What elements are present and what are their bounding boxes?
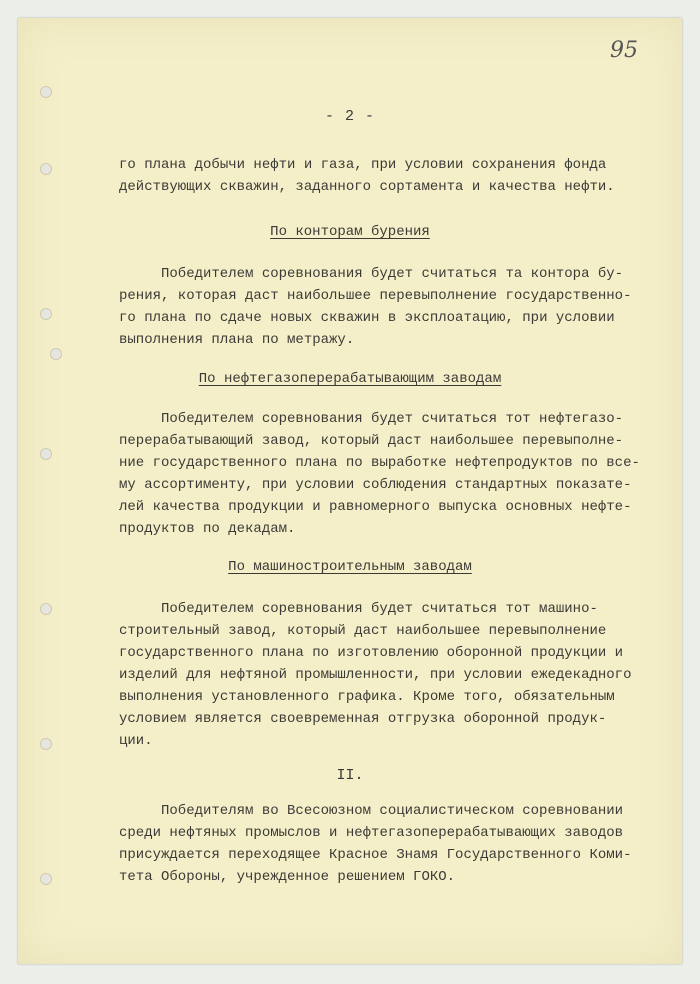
text-line: выполнения плана по метражу. xyxy=(119,332,355,348)
text-line: ние государственного плана по выработке нефтепродуктов по все- xyxy=(119,455,640,471)
text-line: перерабатывающий завод, который даст наибольшее перевыполне- xyxy=(119,433,624,449)
text-line: действующих скважин, заданного сортамента и качества нефти. xyxy=(119,179,615,195)
section-heading: По конторам бурения xyxy=(270,224,430,240)
text-line: Победителям во Всесоюзном социалистическом соревновании xyxy=(161,803,624,819)
text-line: государственного плана по изготовлению оборонной продукции и xyxy=(119,645,624,661)
text-line: среди нефтяных промыслов и нефтегазоперерабатывающих заводов xyxy=(119,825,624,841)
section-heading: По машиностроительным заводам xyxy=(228,559,472,575)
text-line: го плана по сдаче новых скважин в эксплоатацию, при условии xyxy=(119,310,615,326)
document-page xyxy=(18,18,682,964)
text-line: го плана добычи нефти и газа, при условии сохранения фонда xyxy=(119,157,607,173)
text-line: ции. xyxy=(119,733,153,749)
text-line: му ассортименту, при условии соблюдения стандартных показате- xyxy=(119,477,632,493)
page-number: - 2 - xyxy=(324,108,375,125)
text-line: выполнения установленного графика. Кроме того, обязательным xyxy=(119,689,615,705)
text-line: изделий для нефтяной промышленности, при условии ежедекадного xyxy=(119,667,632,683)
text-line: Победителем соревнования будет считаться та контора бу- xyxy=(161,266,624,282)
text-line: рения, которая даст наибольшее перевыполнение государственно- xyxy=(119,288,632,304)
folio-number: 95 xyxy=(610,38,638,63)
text-line: тета Обороны, учрежденное решением ГОКО. xyxy=(119,869,456,885)
section-numeral: II. xyxy=(336,767,364,784)
text-line: условием является своевременная отгрузка оборонной продук- xyxy=(119,711,607,727)
text-line: лей качества продукции и равномерного выпуска основных нефте- xyxy=(119,499,632,515)
section-heading: По нефтегазоперерабатывающим заводам xyxy=(198,371,502,387)
text-line: Победителем соревнования будет считаться тот машино- xyxy=(161,601,598,617)
text-line: строительный завод, который даст наибольшее перевыполнение xyxy=(119,623,607,639)
text-line: Победителем соревнования будет считаться тот нефтегазо- xyxy=(161,411,624,427)
text-line: продуктов по декадам. xyxy=(119,521,296,537)
text-line: присуждается переходящее Красное Знамя Государственного Коми- xyxy=(119,847,632,863)
